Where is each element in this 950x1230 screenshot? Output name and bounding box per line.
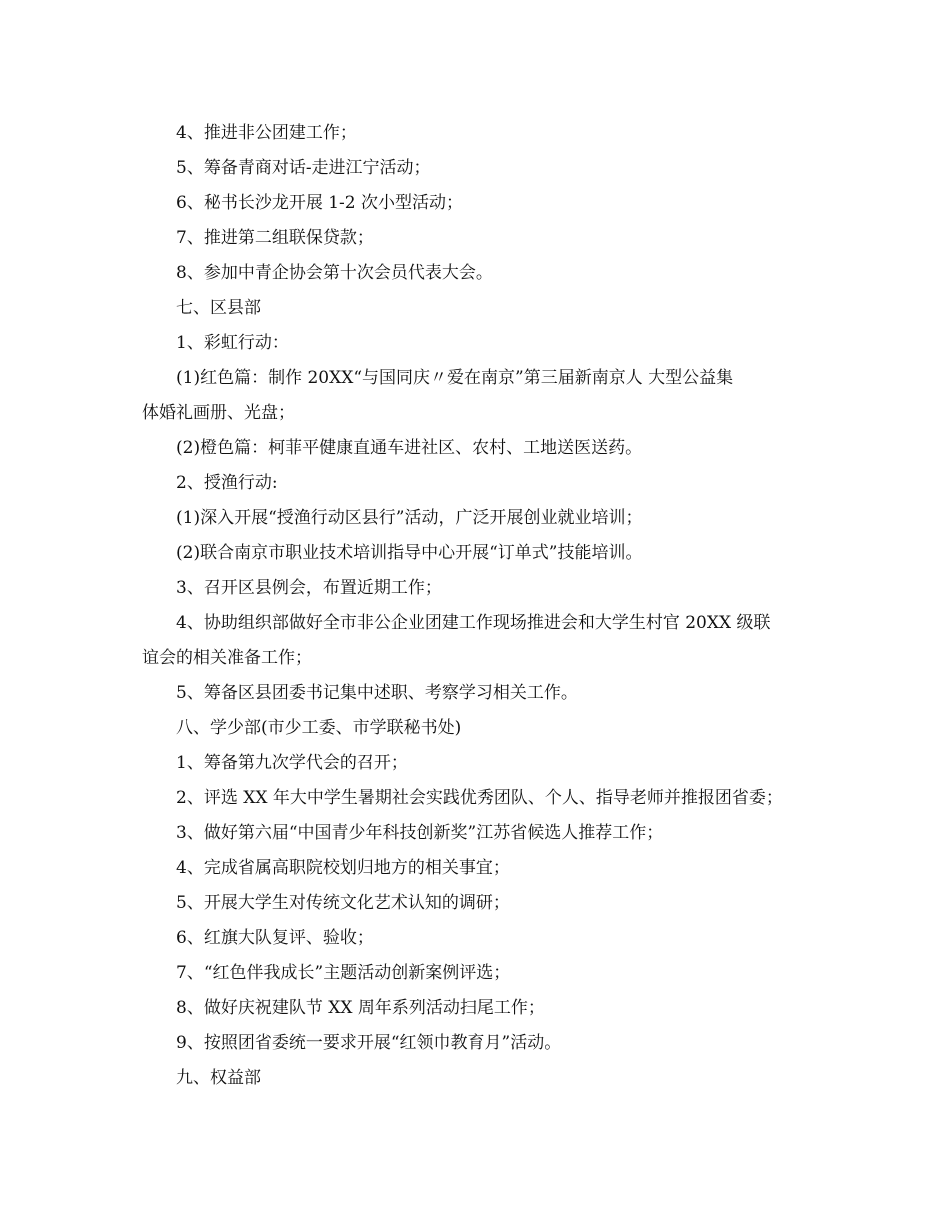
text-line: 4、协助组织部做好全市非公企业团建工作现场推进会和大学生村官 20XX 级联	[176, 613, 771, 633]
text-line: 2、授渔行动:	[176, 473, 278, 493]
text-line: 1、筹备第九次学代会的召开；	[176, 753, 408, 773]
text-line: (1)红色篇：制作 20XX“与国同庆〃爱在南京”第三届新南京人 大型公益集	[176, 368, 734, 388]
text-line: (2)联合南京市职业技术培训指导中心开展“订单式”技能培训。	[176, 543, 643, 563]
text-line: 8、做好庆祝建队节 XX 周年系列活动扫尾工作；	[176, 998, 545, 1018]
text-line: 6、红旗大队复评、验收；	[176, 928, 374, 948]
text-line: 2、评选 XX 年大中学生暑期社会实践优秀团队、个人、指导老师并推报团省委；	[176, 788, 783, 808]
text-line: 体婚礼画册、光盘；	[142, 403, 295, 423]
text-line: (1)深入开展“授渔行动区县行”活动，广泛开展创业就业培训；	[176, 508, 643, 528]
text-line: 5、开展大学生对传统文化艺术认知的调研；	[176, 893, 510, 913]
text-line: 七、区县部	[176, 298, 261, 318]
text-line: 谊会的相关准备工作；	[142, 648, 312, 668]
text-line: 9、按照团省委统一要求开展“红领巾教育月”活动。	[176, 1033, 562, 1053]
text-line: 7、“红色伴我成长”主题活动创新案例评选；	[176, 963, 511, 983]
text-line: 3、做好第六届“中国青少年科技创新奖”江苏省候选人推荐工作；	[176, 823, 664, 843]
text-line: 6、秘书长沙龙开展 1-2 次小型活动；	[176, 193, 463, 213]
text-line: 1、彩虹行动：	[176, 333, 289, 353]
document-body	[142, 116, 832, 1096]
text-line: 九、权益部	[176, 1068, 261, 1088]
text-line: (2)橙色篇：柯菲平健康直通车进社区、农村、工地送医送药。	[176, 438, 643, 458]
text-line: 八、学少部(市少工委、市学联秘书处)	[176, 718, 462, 738]
text-line: 4、完成省属高职院校划归地方的相关事宜；	[176, 858, 510, 878]
text-line: 5、筹备区县团委书记集中述职、考察学习相关工作。	[176, 683, 578, 703]
text-line: 5、筹备青商对话-走进江宁活动；	[176, 158, 431, 178]
text-line: 8、参加中青企协会第十次会员代表大会。	[176, 263, 493, 283]
text-line: 3、召开区县例会，布置近期工作；	[176, 578, 442, 598]
text-line: 7、推进第二组联保贷款；	[176, 228, 374, 248]
text-line: 4、推进非公团建工作；	[176, 123, 357, 143]
